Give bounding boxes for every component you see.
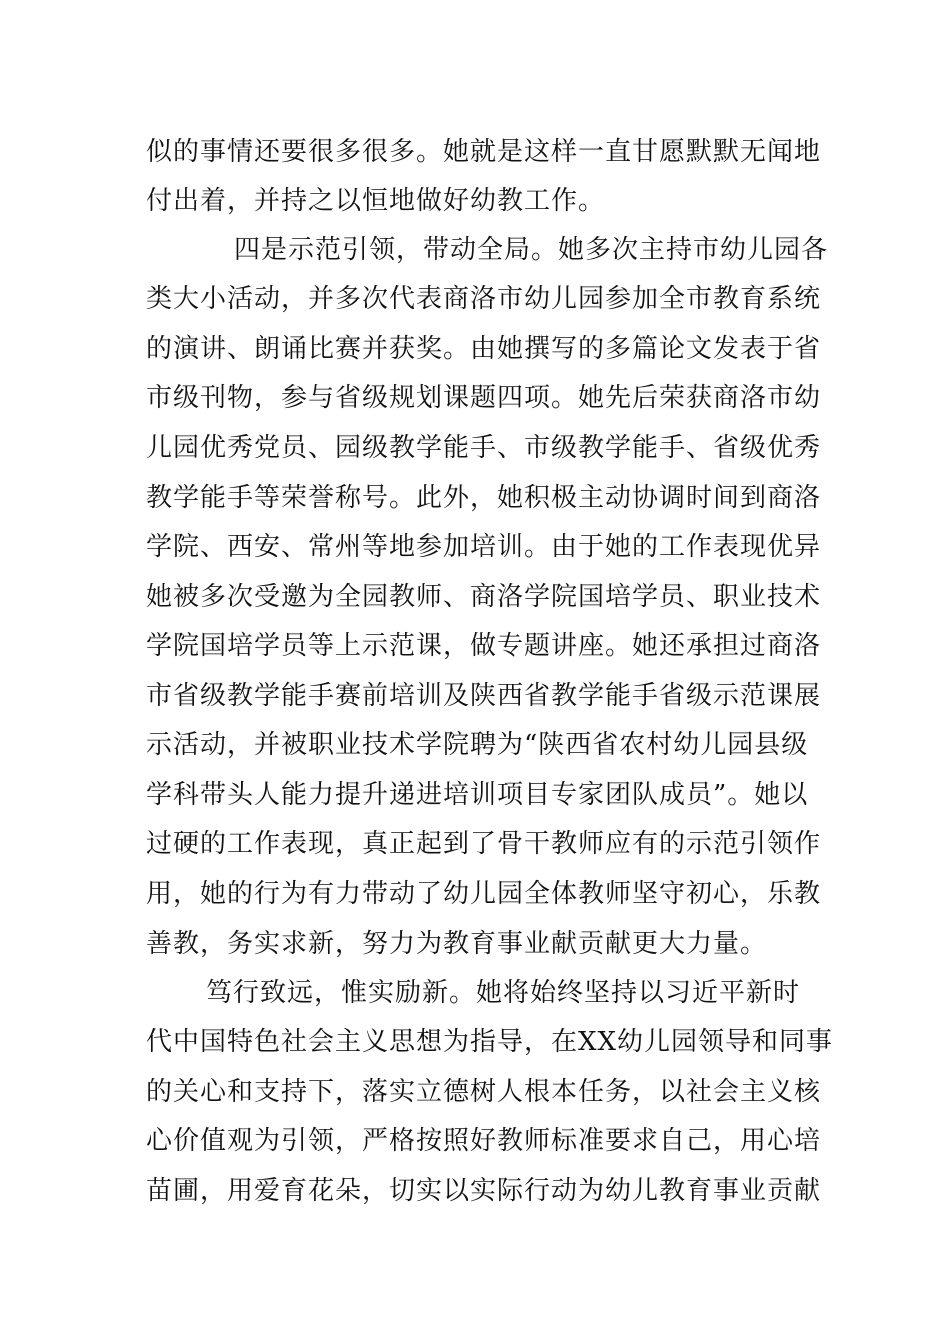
text-line: 善教，务实求新，努力为教育事业献贡献更大力量。 [146,929,768,959]
text-line: 市级刊物，参与省级规划课题四项。她先后荣获商洛市幼 [146,383,822,413]
text-line: 过硬的工作表现，真正起到了骨干教师应有的示范引领作 [146,829,822,859]
text-line: 学院国培学员等上示范课，做专题讲座。她还承担过商洛 [146,631,822,661]
text-line: 教学能手等荣誉称号。此外，她积极主动协调时间到商洛 [146,483,822,513]
text-line: 学科带头人能力提升递进培训项目专家团队成员”。她以 [146,780,809,810]
paragraph-start-line: 笃行致远，惟实励新。她将始终坚持以习近平新时 [206,978,801,1008]
text-line: 儿园优秀党员、园级教学能手、市级教学能手、省级优秀 [146,433,822,463]
text-line: 用，她的行为有力带动了幼儿园全体教师坚守初心，乐教 [146,879,822,909]
text-line: 学院、西安、常州等地参加培训。由于她的工作表现优异 [146,532,822,562]
text-line: 她被多次受邀为全园教师、商洛学院国培学员、职业技术 [146,582,822,612]
text-line: 市省级教学能手赛前培训及陕西省教学能手省级示范课展 [146,681,822,711]
text-line: 类大小活动，并多次代表商洛市幼儿园参加全市教育系统 [146,284,822,314]
text-line: 的演讲、朗诵比赛并获奖。由她撰写的多篇论文发表于省 [146,334,822,364]
text-line: 代中国特色社会主义思想为指导，在XX幼儿园领导和同事 [146,1027,834,1057]
text-line: 似的事情还要很多很多。她就是这样一直甘愿默默无闻地 [146,137,822,167]
text-line: 苗圃，用爱育花朵，切实以实际行动为幼儿教育事业贡献 [146,1176,822,1206]
text-line: 心价值观为引领，严格按照好教师标准要求自己，用心培 [146,1126,822,1156]
text-line: 的关心和支持下，落实立德树人根本任务，以社会主义核 [146,1077,822,1107]
text-line: 示活动，并被职业技术学院聘为“陕西省农村幼儿园县级 [146,730,809,760]
paragraph-start-line: 四是示范引领，带动全局。她多次主持市幼儿园各 [234,235,829,265]
text-line: 付出着，并持之以恒地做好幼教工作。 [146,186,606,216]
